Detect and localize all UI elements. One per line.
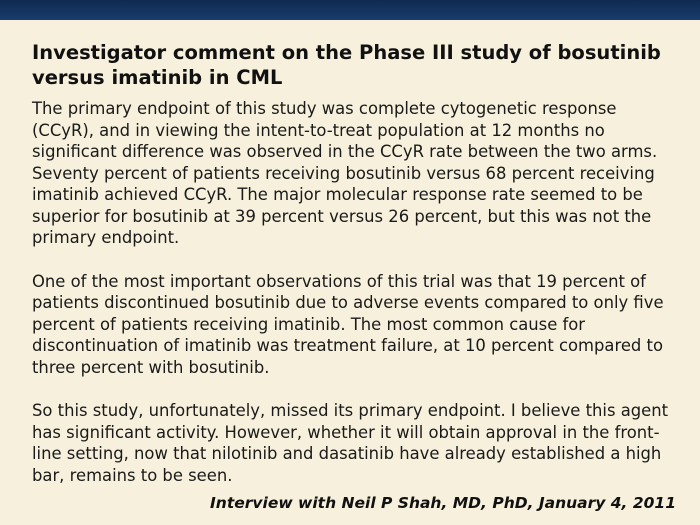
interview-byline: Interview with Neil P Shah, MD, PhD, January 4, 2011: [210, 494, 676, 512]
paragraph-discontinuation: One of the most important observations of this trial was that 19 percent of patients discontinued bosutinib due to adverse events compared to only five percent of patients receiving imatinib. The most common cause for discontinuation of imatinib was treatment failure, at 10 percent compared to three percent with bosutinib.: [32, 271, 664, 377]
slide-content: [32, 40, 682, 508]
paragraph-conclusion: So this study, unfortunately, missed its primary endpoint. I believe this agent has significant activity. However, whether it will obtain approval in the front-line setting, now that nilotinib and dasatinib have already established a high bar, remains to be seen.: [32, 401, 669, 485]
paragraph-primary-endpoint: The primary endpoint of this study was complete cytogenetic response (CCyR), and in viewing the intent-to-treat population at 12 months no significant difference was observed in the CCyR rate between the two arms. Seventy percent of patients receiving bosutinib versus 68 percent receiving imatinib achieved CCyR. The major molecular response rate seemed to be superior for bosutinib at 39 percent versus 26 percent, but this was not the primary endpoint.: [32, 99, 658, 247]
header-bar: [0, 0, 700, 20]
slide-body: [32, 98, 682, 486]
slide-title: Investigator comment on the Phase III study of bosutinib versus imatinib in CML: [32, 41, 661, 89]
